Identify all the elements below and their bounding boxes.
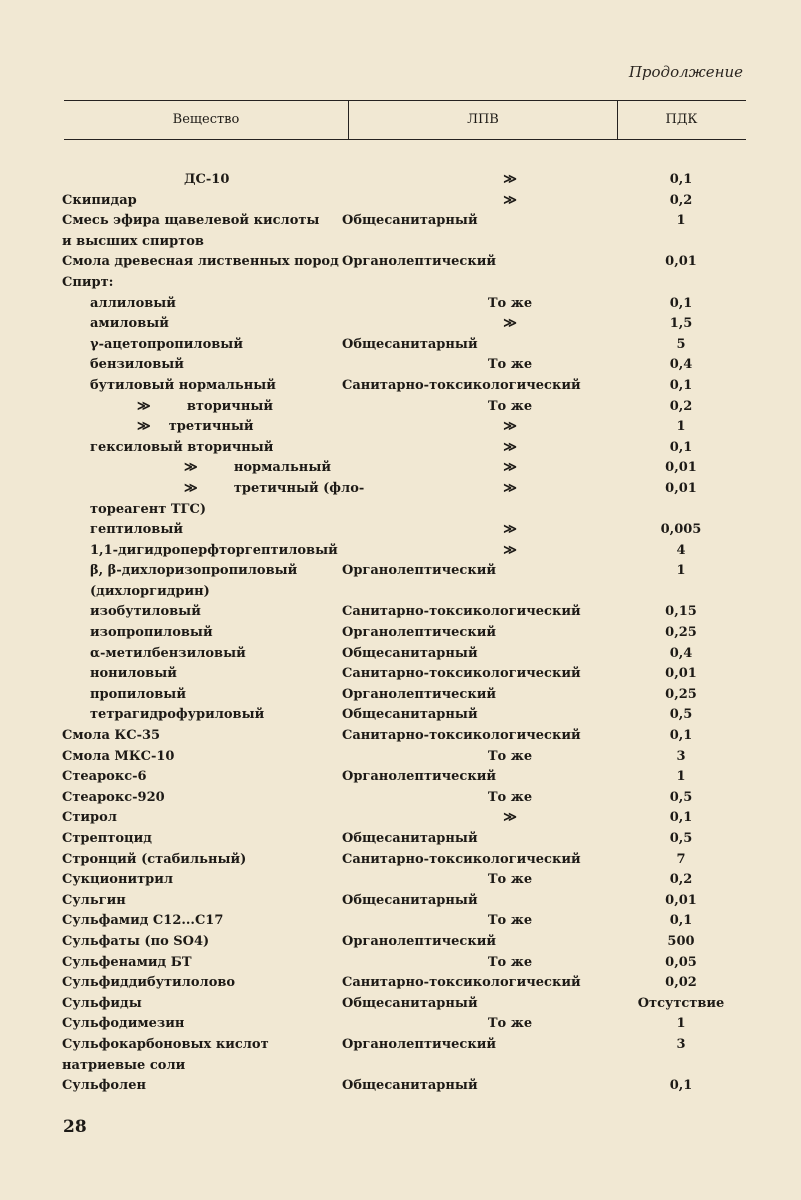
lpv-value: Общесанитарный <box>342 831 478 846</box>
lpv-value: Общесанитарный <box>342 892 478 908</box>
table-header <box>64 100 746 140</box>
lpv-value: ≫ <box>503 192 517 208</box>
table-row <box>0 211 801 232</box>
pdk-value: 1 <box>676 213 686 229</box>
table-row <box>0 932 801 953</box>
table-row <box>0 767 801 788</box>
substance-name: Сульфиды <box>62 995 142 1011</box>
pdk-value: 1 <box>676 1016 686 1032</box>
pdk-value: 0,01 <box>665 254 697 270</box>
pdk-value: 0,4 <box>669 357 693 373</box>
lpv-value: Органолептический <box>342 769 497 785</box>
substance-name: α-метилбензиловый <box>90 645 246 661</box>
substance-name: Стирол <box>62 810 117 826</box>
substance-name: γ-ацетопропиловый <box>90 336 243 352</box>
lpv-value: То же <box>487 789 533 805</box>
lpv-value: То же <box>487 872 533 888</box>
substance-name: изобутиловый <box>90 604 201 620</box>
pdk-value: 0,5 <box>669 707 693 723</box>
pdk-value: 0,1 <box>669 810 693 826</box>
substance-name: Сульфамид C12...C17 <box>62 913 224 929</box>
pdk-value: 0,25 <box>665 686 697 702</box>
table-row <box>0 500 801 521</box>
pdk-value: 0,2 <box>669 192 693 208</box>
substance-name: гептиловый <box>90 522 183 538</box>
lpv-value: То же <box>487 748 533 764</box>
lpv-value: ≫ <box>503 419 517 435</box>
lpv-value: Общесанитарный <box>342 336 478 352</box>
lpv-value: ≫ <box>503 480 517 496</box>
header-substance: Вещество <box>172 112 240 127</box>
substance-name: тетрагидрофуриловый <box>90 707 265 723</box>
lpv-value: То же <box>487 398 533 414</box>
substance-name: Смола древесная лиственных пород <box>62 254 339 270</box>
substance-name: Стеарокс-6 <box>62 769 147 785</box>
substance-name: тореагент ТГС) <box>90 501 206 517</box>
lpv-value: ≫ <box>503 460 517 476</box>
table-row <box>0 438 801 459</box>
substance-name: ≫ вторичный <box>137 398 274 414</box>
lpv-value: Общесанитарный <box>342 645 478 661</box>
table-body <box>0 170 801 1097</box>
table-row <box>0 520 801 541</box>
substance-name: изопропиловый <box>90 625 213 641</box>
table-row <box>0 623 801 644</box>
pdk-value: 0,1 <box>669 1078 693 1094</box>
lpv-value: ≫ <box>503 542 517 558</box>
pdk-value: 1 <box>676 563 686 579</box>
pdk-value: 0,4 <box>669 645 693 661</box>
pdk-value: 0,1 <box>669 439 693 455</box>
lpv-value: Органолептический <box>342 933 497 949</box>
table-row <box>0 479 801 500</box>
pdk-value: 0,5 <box>669 789 693 805</box>
table-row <box>0 397 801 418</box>
table-row <box>0 335 801 356</box>
table-row <box>0 1035 801 1056</box>
lpv-value: То же <box>487 295 533 311</box>
table-row <box>0 850 801 871</box>
lpv-value: Санитарно-токсикологический <box>342 851 581 867</box>
table-row <box>0 458 801 479</box>
pdk-value: 0,1 <box>669 295 693 311</box>
pdk-value: 0,01 <box>665 480 697 496</box>
pdk-value: 3 <box>676 748 686 764</box>
substance-name: ≫ третичный (фло- <box>184 480 365 496</box>
table-row <box>0 1076 801 1097</box>
table-row <box>0 602 801 623</box>
pdk-value: 0,5 <box>669 831 693 846</box>
pdk-value: 0,2 <box>669 398 693 414</box>
table-row <box>0 582 801 603</box>
lpv-value: ≫ <box>503 316 517 332</box>
lpv-value: То же <box>487 913 533 929</box>
pdk-value: 1 <box>676 769 686 785</box>
substance-name: Сульфаты (по SO4) <box>62 933 210 949</box>
substance-name: пропиловый <box>90 686 186 702</box>
substance-name: ≫ третичный <box>137 419 254 435</box>
substance-name: и высших спиртов <box>62 233 204 249</box>
substance-name: ≫ нормальный <box>184 460 331 476</box>
substance-name: Сульфенамид БТ <box>62 954 192 970</box>
lpv-value: Органолептический <box>342 625 497 641</box>
substance-name: амиловый <box>90 316 169 332</box>
substance-name: Скипидар <box>62 192 137 208</box>
table-row <box>0 891 801 912</box>
header-lpv: ЛПВ <box>348 101 618 139</box>
pdk-value: 4 <box>676 542 686 558</box>
lpv-value: ≫ <box>503 522 517 538</box>
lpv-value: Органолептический <box>342 563 497 579</box>
table-row <box>0 870 801 891</box>
pdk-value: 0,005 <box>660 522 702 538</box>
substance-name: Спирт: <box>62 274 114 290</box>
table-row <box>0 294 801 315</box>
lpv-value: То же <box>487 357 533 373</box>
table-row <box>0 644 801 665</box>
pdk-value: 0,25 <box>665 625 697 641</box>
substance-name: бензиловый <box>90 357 184 373</box>
table-row <box>0 191 801 212</box>
substance-name: ДС-10 <box>184 172 230 187</box>
pdk-value: 3 <box>676 1036 686 1052</box>
pdk-value: 0,1 <box>669 377 693 393</box>
lpv-value: Органолептический <box>342 1036 497 1052</box>
substance-name: Сульфокарбоновых кислот <box>62 1036 269 1052</box>
lpv-value: Санитарно-токсикологический <box>342 975 581 991</box>
table-row <box>0 747 801 768</box>
table-row <box>0 664 801 685</box>
lpv-value: Санитарно-токсикологический <box>342 377 581 393</box>
substance-name: Смола МКС-10 <box>62 748 175 764</box>
lpv-value: Общесанитарный <box>342 707 478 723</box>
substance-name: Сульфолен <box>62 1078 147 1094</box>
substance-name: β, β-дихлоризопропиловый <box>90 563 298 579</box>
lpv-value: Санитарно-токсикологический <box>342 604 581 620</box>
pdk-value: 0,05 <box>665 954 697 970</box>
pdk-value: 500 <box>667 933 695 949</box>
lpv-value: Органолептический <box>342 686 497 702</box>
pdk-value: 1,5 <box>669 316 693 332</box>
lpv-value: ≫ <box>503 172 517 187</box>
lpv-value: То же <box>487 1016 533 1032</box>
table-row <box>0 273 801 294</box>
pdk-value: 1 <box>676 419 686 435</box>
lpv-value: Общесанитарный <box>342 995 478 1011</box>
substance-name: Стеарокс-920 <box>62 789 165 805</box>
lpv-value: Органолептический <box>342 254 497 270</box>
table-row <box>0 994 801 1015</box>
table-row <box>0 726 801 747</box>
substance-name: Сульфодимезин <box>62 1016 185 1032</box>
table-row <box>0 561 801 582</box>
pdk-value: Отсутствие <box>637 995 725 1011</box>
table-row <box>0 232 801 253</box>
continued-label: Продолжение <box>628 63 743 81</box>
pdk-value: 0,02 <box>665 975 697 991</box>
substance-name: Смесь эфира щавелевой кислоты <box>62 213 320 229</box>
pdk-value: 0,01 <box>665 892 697 908</box>
table-row <box>0 252 801 273</box>
substance-name: нониловый <box>90 666 177 682</box>
table-row <box>0 417 801 438</box>
table-row <box>0 1014 801 1035</box>
substance-name: Сукционитрил <box>62 872 174 888</box>
substance-name: Стрептоцид <box>62 831 152 846</box>
table-row <box>0 973 801 994</box>
substance-name: (дихлоргидрин) <box>90 583 210 599</box>
pdk-value: 0,1 <box>669 172 693 187</box>
table-row <box>0 911 801 932</box>
lpv-value: Общесанитарный <box>342 1078 478 1094</box>
table-row <box>0 1056 801 1077</box>
table-row <box>0 829 801 850</box>
table-row <box>0 685 801 706</box>
lpv-value: Санитарно-токсикологический <box>342 666 581 682</box>
table-row <box>0 355 801 376</box>
lpv-value: Общесанитарный <box>342 213 478 229</box>
substance-name: Стронций (стабильный) <box>62 851 247 867</box>
substance-name: 1,1-дигидроперфторгептиловый <box>90 542 338 558</box>
pdk-value: 7 <box>676 851 686 867</box>
table-row <box>0 953 801 974</box>
substance-name: Сульгин <box>62 892 126 908</box>
pdk-value: 0,1 <box>669 913 693 929</box>
substance-name: гексиловый вторичный <box>90 439 274 455</box>
pdk-value: 0,2 <box>669 872 693 888</box>
header-pdk: ПДК <box>665 112 698 127</box>
substance-name: натриевые соли <box>62 1057 186 1073</box>
substance-name: Смола КС-35 <box>62 728 161 744</box>
substance-name: аллиловый <box>90 295 176 311</box>
substance-name: бутиловый нормальный <box>90 377 276 393</box>
pdk-value: 0,1 <box>669 728 693 744</box>
lpv-value: Санитарно-токсикологический <box>342 728 581 744</box>
lpv-value: ≫ <box>503 810 517 826</box>
pdk-value: 0,01 <box>665 460 697 476</box>
lpv-value: ≫ <box>503 439 517 455</box>
pdk-value: 5 <box>676 336 686 352</box>
pdk-value: 0,01 <box>665 666 697 682</box>
pdk-value: 0,15 <box>665 604 697 620</box>
table-row <box>0 170 801 191</box>
table-row <box>0 541 801 562</box>
lpv-value: То же <box>487 954 533 970</box>
substance-name: Сульфиддибутилолово <box>62 975 236 991</box>
table-row <box>0 376 801 397</box>
table-row <box>0 808 801 829</box>
table-row <box>0 314 801 335</box>
table-row <box>0 705 801 726</box>
table-row <box>0 788 801 809</box>
page-number: 28 <box>63 1117 87 1137</box>
